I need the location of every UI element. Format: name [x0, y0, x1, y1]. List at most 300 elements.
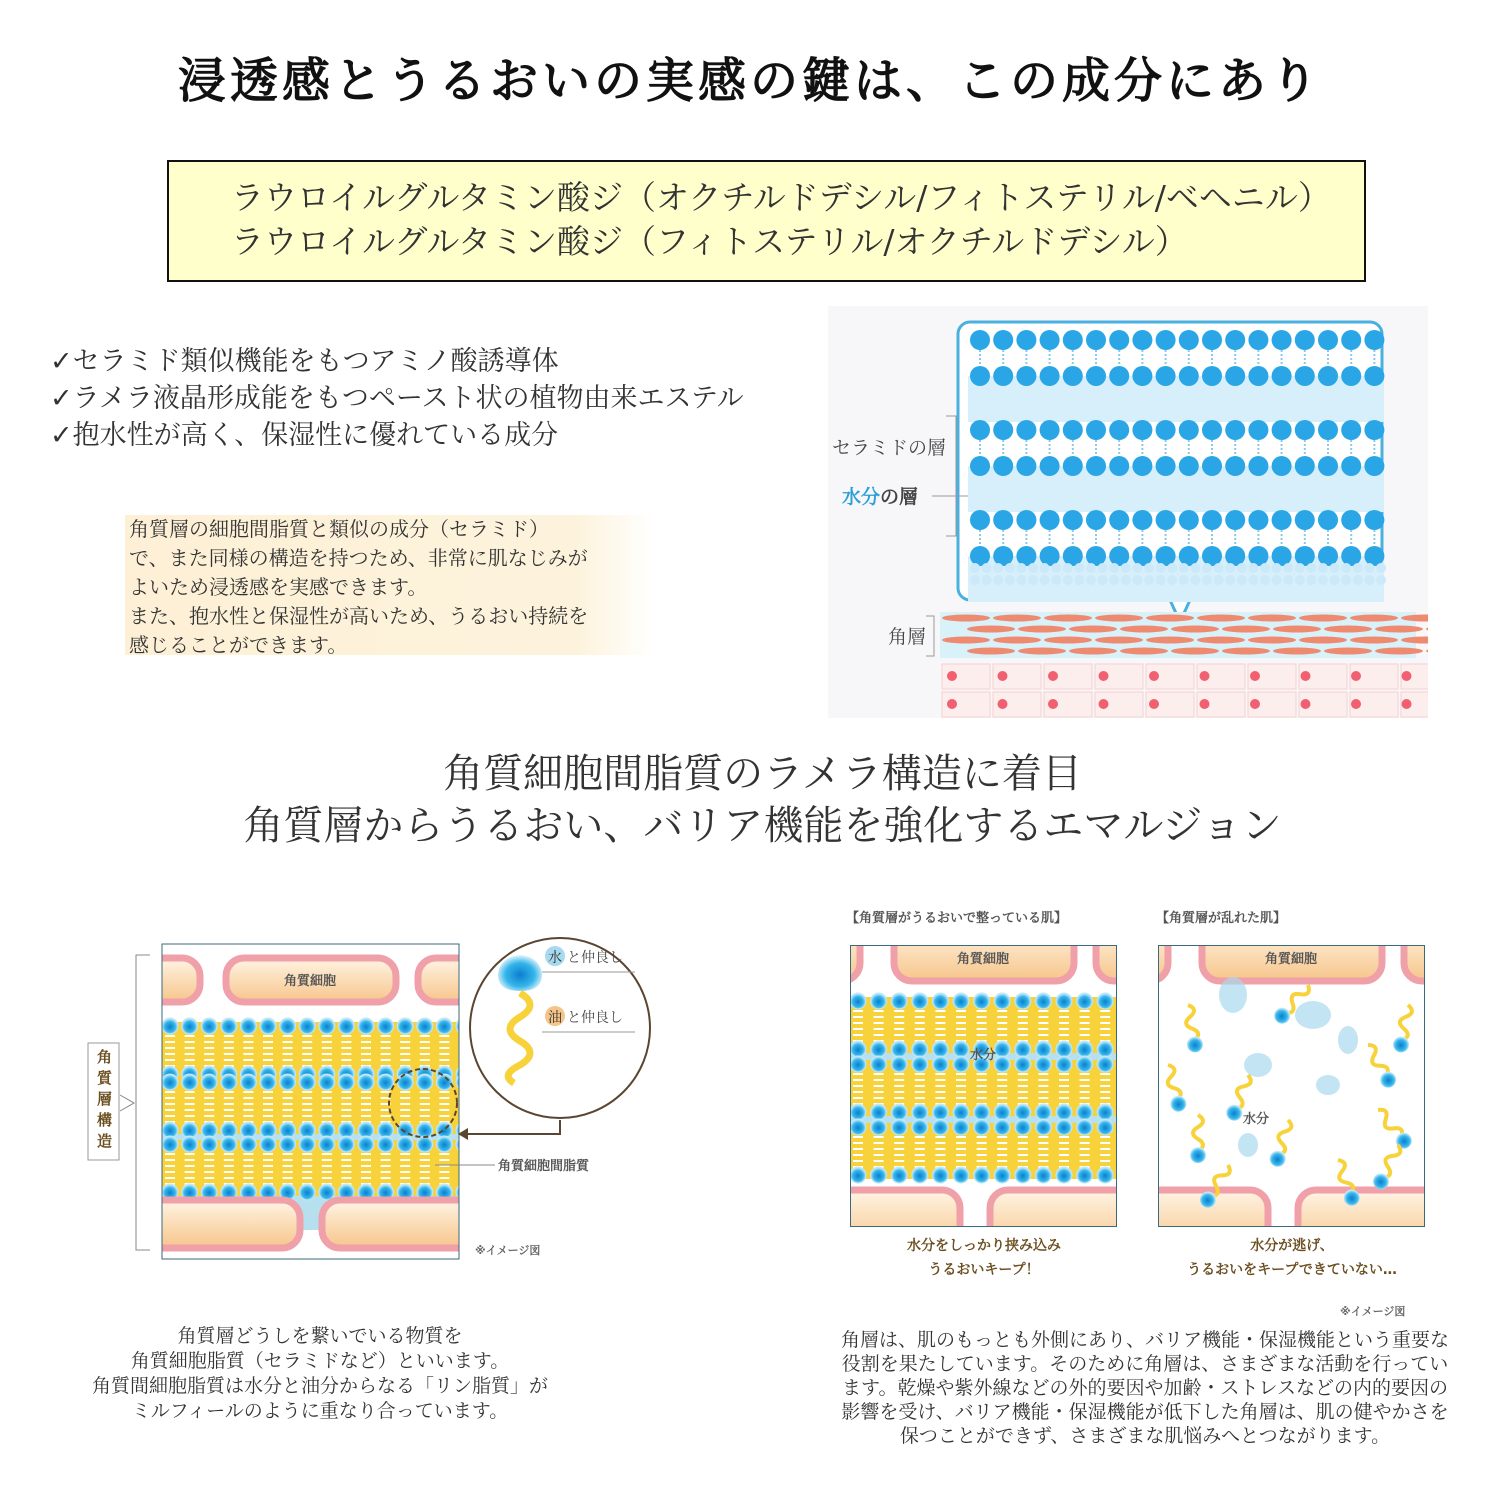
lipid-head: [1035, 1167, 1051, 1183]
ceramide-molecule: [993, 420, 1013, 440]
lipid-head: [891, 1119, 907, 1135]
ceramide-molecule: [1109, 420, 1129, 440]
lipid-head: [1097, 993, 1113, 1009]
lipid-head: [994, 1056, 1010, 1072]
corneocyte: [322, 1200, 482, 1248]
cell-nucleus: [947, 671, 957, 681]
water-friend-accent: 水: [548, 950, 562, 966]
lipid-head: [397, 1136, 413, 1152]
ceramide-molecule: [1179, 366, 1199, 386]
ceramide-molecule: [1225, 420, 1245, 440]
lipid-head: [436, 1074, 452, 1090]
note-line: よいため浸透感を実感できます。: [129, 575, 428, 599]
cell-nucleus: [1099, 699, 1109, 709]
caption-line: 水分が逃げ、: [1250, 1238, 1334, 1254]
ceramide-molecule: [1179, 420, 1199, 440]
ceramide-molecule: [1202, 456, 1222, 476]
lipid-head: [850, 993, 866, 1009]
lipid-head: [358, 1074, 374, 1090]
ceramide-molecule: [1295, 456, 1315, 476]
ceramide-molecule: [1179, 330, 1199, 350]
ceramide-molecule: [1040, 330, 1060, 350]
page-title: 浸透感とうるおいの実感の鍵は、この成分にあり: [177, 53, 1322, 109]
lipid-head: [1015, 1167, 1031, 1183]
lipid-head: [912, 1119, 928, 1135]
lipid-head: [1056, 1104, 1072, 1120]
ceramide-molecule: [1341, 546, 1361, 566]
ingredient-box: [167, 160, 1366, 282]
horny-cell: [1095, 637, 1143, 644]
lipid-head: [912, 1041, 928, 1057]
lipid-head: [1015, 1041, 1031, 1057]
horny-cell: [1299, 615, 1347, 622]
lipid-head: [397, 1018, 413, 1034]
lipid-head: [358, 1018, 374, 1034]
ceramide-molecule: [1016, 420, 1036, 440]
lipid-head: [1097, 1041, 1113, 1057]
ceramide-molecule: [1364, 456, 1384, 476]
ceramide-molecule: [1225, 456, 1245, 476]
ceramide-molecule: [1016, 366, 1036, 386]
lipid-head: [260, 1074, 276, 1090]
ceramide-molecule: [1318, 546, 1338, 566]
ceramide-molecule: [1040, 366, 1060, 386]
ceramide-molecule: [1341, 510, 1361, 530]
ceramide-layer-label: セラミドの層: [832, 437, 947, 459]
water-droplet: [1338, 1026, 1358, 1054]
horny-cell: [1248, 637, 1296, 644]
lipid-head: [994, 1167, 1010, 1183]
lipid-head: [891, 1041, 907, 1057]
lipid-head: [456, 1136, 472, 1152]
caption-line: うるおいキープ！: [928, 1262, 1040, 1278]
lipid-head: [319, 1018, 335, 1034]
horny-cell: [1018, 648, 1066, 655]
ceramide-molecule: [1295, 546, 1315, 566]
ceramide-molecule: [1202, 330, 1222, 350]
lipid-head: [1077, 1056, 1093, 1072]
lipid-head: [994, 993, 1010, 1009]
left-caption: [60, 1324, 580, 1424]
corneocyte: [1096, 945, 1118, 981]
ceramide-molecule: [1156, 330, 1176, 350]
ceramide-molecule: [1179, 456, 1199, 476]
ceramide-molecule: [1016, 510, 1036, 530]
cell-nucleus: [947, 699, 957, 709]
horny-cell: [1146, 615, 1194, 622]
ceramide-molecule: [1248, 510, 1268, 530]
caption-line: 角質間細胞脂質は水分と油分からなる「リン脂質」が: [91, 1375, 548, 1397]
lipid-head: [240, 1136, 256, 1152]
water-droplet: [1219, 977, 1247, 1013]
ceramide-molecule: [993, 366, 1013, 386]
ceramide-molecule: [1016, 546, 1036, 566]
lipid-head: [871, 1041, 887, 1057]
heading-line: 角質層からうるおい、バリア機能を強化するエマルジョン: [243, 803, 1282, 849]
damaged-skin-diagram: [1158, 945, 1426, 1228]
water-label-accent: 水分: [842, 486, 881, 508]
lipid-head: [1035, 1119, 1051, 1135]
lipid-head: [456, 1074, 472, 1090]
ceramide-molecule: [1086, 510, 1106, 530]
cell-nucleus: [1200, 671, 1210, 681]
ceramide-molecule: [1202, 546, 1222, 566]
horny-cell: [1171, 626, 1219, 633]
lipid-head: [974, 1119, 990, 1135]
lipid-head: [891, 1167, 907, 1183]
lipid-head: [871, 1119, 887, 1135]
ceramide-molecule: [1063, 366, 1083, 386]
ceramide-molecule: [1341, 330, 1361, 350]
ceramide-molecule: [1063, 456, 1083, 476]
horny-cell: [1299, 637, 1347, 644]
lipid-head: [974, 1167, 990, 1183]
ceramide-molecule: [1179, 546, 1199, 566]
lipid-head: [182, 1136, 198, 1152]
ceramide-molecule: [1086, 546, 1106, 566]
ceramide-molecule: [1132, 420, 1152, 440]
ceramide-molecule: [1341, 420, 1361, 440]
ceramide-molecule: [1318, 420, 1338, 440]
lipid-head: [932, 1119, 948, 1135]
lipid-head: [912, 1167, 928, 1183]
ceramide-molecule: [993, 456, 1013, 476]
caption-line: 水分をしっかり挟み込み: [907, 1238, 1061, 1254]
horny-cell: [1146, 637, 1194, 644]
lipid-head: [1056, 1119, 1072, 1135]
caption-line: 役割を果たしています。そのために角層は、さまざまな活動を行ってい: [841, 1353, 1449, 1375]
ceramide-molecule: [993, 510, 1013, 530]
ingredient-line: ラウロイルグルタミン酸ジ（オクチルドデシル/フィトステリル/ベヘニル）: [231, 178, 1331, 217]
horny-cell: [1018, 626, 1066, 633]
lipid-head: [1077, 1041, 1093, 1057]
ceramide-molecule: [1364, 546, 1384, 566]
lipid-label: 角質細胞間脂質: [498, 1159, 590, 1174]
lipid-head: [162, 1018, 178, 1034]
lipid-head: [338, 1074, 354, 1090]
cell-nucleus: [1048, 671, 1058, 681]
ceramide-molecule: [1295, 330, 1315, 350]
horny-cell: [1120, 626, 1168, 633]
cell-nucleus: [998, 671, 1008, 681]
cell-label: 角質細胞: [283, 974, 337, 989]
ceramide-molecule: [1156, 456, 1176, 476]
lipid-head: [1056, 1167, 1072, 1183]
lipid-head: [1056, 993, 1072, 1009]
ceramide-molecule: [970, 546, 990, 566]
lipid-head: [397, 1074, 413, 1090]
water-friend-label: と仲良し: [567, 950, 623, 966]
lipid-head: [1097, 1167, 1113, 1183]
ceramide-molecule: [970, 366, 990, 386]
horny-cell: [993, 615, 1041, 622]
lipid-head: [1015, 1119, 1031, 1135]
section-heading: [0, 748, 1500, 852]
ceramide-molecule: [970, 510, 990, 530]
lipid-head: [953, 1167, 969, 1183]
ceramide-molecule: [1202, 510, 1222, 530]
corneocyte: [140, 1200, 300, 1248]
cell-nucleus: [1301, 671, 1311, 681]
ceramide-molecule: [1016, 330, 1036, 350]
lipid-head: [378, 1074, 394, 1090]
ceramide-molecule: [1248, 330, 1268, 350]
ceramide-molecule: [1225, 510, 1245, 530]
ceramide-molecule: [1364, 330, 1384, 350]
lipid-head: [994, 1104, 1010, 1120]
lipid-head: [338, 1136, 354, 1152]
lipid-head: [1035, 1104, 1051, 1120]
ceramide-molecule: [1318, 330, 1338, 350]
ceramide-molecule: [1132, 330, 1152, 350]
ceramide-molecule: [1040, 456, 1060, 476]
cell-nucleus: [1301, 699, 1311, 709]
horny-cell: [1273, 626, 1321, 633]
horny-cell: [1044, 615, 1092, 622]
horny-cell: [942, 615, 990, 622]
note-box: [125, 515, 655, 655]
lipid-head: [850, 1104, 866, 1120]
ceramide-molecule: [970, 420, 990, 440]
ceramide-molecule: [1132, 456, 1152, 476]
water-label: 水分: [969, 1048, 997, 1063]
lipid-head: [162, 1136, 178, 1152]
image-note: ※イメージ図: [475, 1244, 541, 1257]
cell-nucleus: [1048, 699, 1058, 709]
lipid-head: [891, 993, 907, 1009]
ceramide-molecule: [1272, 366, 1292, 386]
corneocyte: [990, 1190, 1118, 1228]
lipid-head: [299, 1018, 315, 1034]
horny-cell: [1171, 648, 1219, 655]
horny-cell: [1222, 648, 1270, 655]
lipid-head: [280, 1018, 296, 1034]
ceramide-molecule: [1295, 510, 1315, 530]
lipid-head: [319, 1074, 335, 1090]
ceramide-molecule: [1364, 510, 1384, 530]
ceramide-molecule: [1248, 456, 1268, 476]
ceramide-molecule: [1248, 366, 1268, 386]
cell-nucleus: [1099, 671, 1109, 681]
lipid-head: [974, 1104, 990, 1120]
lipid-head: [1035, 993, 1051, 1009]
horny-cell: [1324, 648, 1372, 655]
ceramide-layer-diagram: [828, 306, 1428, 718]
lipid-head: [912, 1056, 928, 1072]
lipid-head: [891, 1104, 907, 1120]
ceramide-molecule: [993, 546, 1013, 566]
lipid-head: [912, 993, 928, 1009]
lipid-head: [932, 1041, 948, 1057]
lipid-head: [182, 1074, 198, 1090]
caption-line: 影響を受け、バリア機能・保湿機能が低下した角層は、肌の健やかさを: [841, 1401, 1449, 1423]
ceramide-molecule: [1225, 330, 1245, 350]
lipid-head: [299, 1184, 315, 1200]
caption-line: 保つことができず、さまざまな肌悩みへとつながります。: [899, 1425, 1391, 1447]
lipid-head: [912, 1104, 928, 1120]
lipid-head: [953, 993, 969, 1009]
lipid-head: [1056, 1056, 1072, 1072]
horny-cell: [967, 648, 1015, 655]
ceramide-molecule: [1295, 420, 1315, 440]
lipid-head: [201, 1136, 217, 1152]
lipid-head: [1015, 993, 1031, 1009]
ceramide-molecule: [1318, 456, 1338, 476]
lipid-head: [953, 1041, 969, 1057]
ceramide-molecule: [1040, 510, 1060, 530]
lipid-head: [201, 1018, 217, 1034]
ceramide-molecule: [1156, 546, 1176, 566]
lipid-head: [378, 1018, 394, 1034]
ceramide-molecule: [1156, 420, 1176, 440]
ceramide-molecule: [1109, 546, 1129, 566]
ceramide-molecule: [1063, 420, 1083, 440]
lipid-head: [358, 1136, 374, 1152]
ceramide-molecule: [1109, 330, 1129, 350]
cell-nucleus: [1250, 699, 1260, 709]
lipid-head: [850, 1041, 866, 1057]
stratum-corneum-structure-diagram: [80, 930, 680, 1270]
horny-cell: [967, 626, 1015, 633]
corneocyte: [850, 945, 860, 981]
lipid-head: [953, 1104, 969, 1120]
note-line: で、また同様の構造を持つため、非常に肌なじみが: [129, 546, 588, 570]
cell-nucleus: [1149, 699, 1159, 709]
ceramide-molecule: [1295, 366, 1315, 386]
cell-nucleus: [1351, 671, 1361, 681]
ceramide-molecule: [1341, 366, 1361, 386]
ceramide-molecule: [1364, 366, 1384, 386]
horny-cell: [1120, 648, 1168, 655]
ceramide-molecule: [1086, 366, 1106, 386]
ceramide-molecule: [1341, 456, 1361, 476]
corneocyte: [850, 1190, 960, 1228]
lipid-head: [260, 1018, 276, 1034]
ceramide-molecule: [1272, 330, 1292, 350]
lipid-head: [871, 1056, 887, 1072]
ceramide-molecule: [1318, 366, 1338, 386]
structure-side-label: 角質層構造: [95, 1049, 113, 1154]
caption-line: ます。乾燥や紫外線などの外的要因や加齢・ストレスなどの内的要因の: [842, 1377, 1448, 1399]
caption-line: 角層は、肌のもっとも外側にあり、バリア機能・保湿機能という重要な: [840, 1329, 1449, 1351]
ceramide-molecule: [1040, 420, 1060, 440]
horny-cell: [1222, 626, 1270, 633]
water-droplet: [1295, 1001, 1331, 1029]
horny-cell: [1069, 626, 1117, 633]
svg-text:水分の層: [842, 485, 918, 508]
ceramide-molecule: [1040, 546, 1060, 566]
lipid-head: [201, 1074, 217, 1090]
ceramide-molecule: [1156, 366, 1176, 386]
ceramide-molecule: [1202, 420, 1222, 440]
right-caption: [820, 1328, 1470, 1448]
bad-skin-title: 【角質層が乱れた肌】: [1156, 911, 1287, 926]
lipid-head: [932, 1104, 948, 1120]
lipid-head: [1077, 1167, 1093, 1183]
lipid-head: [974, 993, 990, 1009]
horny-cell: [1069, 648, 1117, 655]
lipid-head: [1035, 1056, 1051, 1072]
note-line: 感じることができます。: [129, 633, 348, 657]
lipid-head: [850, 1119, 866, 1135]
lipid-head: [221, 1018, 237, 1034]
horny-cell: [1350, 637, 1398, 644]
horny-cell: [1095, 615, 1143, 622]
ceramide-molecule: [1248, 420, 1268, 440]
cell-nucleus: [1200, 699, 1210, 709]
lipid-head: [378, 1136, 394, 1152]
lipid-head: [260, 1136, 276, 1152]
ceramide-molecule: [1016, 456, 1036, 476]
ceramide-molecule: [993, 330, 1013, 350]
note-line: 角質層の細胞間脂質と類似の成分（セラミド）: [129, 517, 549, 541]
cell-nucleus: [1351, 699, 1361, 709]
lipid-head: [891, 1056, 907, 1072]
check-item: ✓セラミド類似機能をもつアミノ酸誘導体: [50, 346, 559, 377]
lipid-head: [1077, 1104, 1093, 1120]
corneocyte: [140, 958, 200, 1002]
caption-line: うるおいをキープできていない…: [1187, 1262, 1397, 1278]
horny-cell: [1197, 637, 1245, 644]
lipid-head: [240, 1074, 256, 1090]
lipid-head: [338, 1018, 354, 1034]
lipid-head: [932, 993, 948, 1009]
corneocyte: [1158, 945, 1168, 981]
lipid-head: [1097, 1056, 1113, 1072]
good-skin-title: 【角質層がうるおいで整っている肌】: [846, 911, 1068, 926]
lipid-head: [280, 1136, 296, 1152]
cell-nucleus: [998, 699, 1008, 709]
horny-cell: [1248, 615, 1296, 622]
lipid-head: [932, 1167, 948, 1183]
ceramide-molecule: [1086, 456, 1106, 476]
lipid-head: [1056, 1041, 1072, 1057]
water-droplet: [1244, 1053, 1272, 1077]
lipid-head: [417, 1018, 433, 1034]
horny-cell: [1375, 626, 1423, 633]
lipid-head: [994, 1041, 1010, 1057]
lipid-head: [1015, 1104, 1031, 1120]
cell-nucleus: [1250, 671, 1260, 681]
ceramide-molecule: [1225, 546, 1245, 566]
lipid-head: [221, 1074, 237, 1090]
lipid-head: [871, 1167, 887, 1183]
horny-cell: [1350, 615, 1398, 622]
lipid-head: [319, 1184, 335, 1200]
note-line: また、抱水性と保湿性が高いため、うるおい持続を: [129, 604, 589, 628]
lipid-head: [1035, 1041, 1051, 1057]
lipid-head: [871, 993, 887, 1009]
check-item: ✓ラメラ液晶形成能をもつペースト状の植物由来エステル: [50, 383, 744, 414]
cell-nucleus: [1149, 671, 1159, 681]
lipid-head: [1077, 1119, 1093, 1135]
lipid-head: [436, 1018, 452, 1034]
lipid-head: [417, 1074, 433, 1090]
ceramide-molecule: [1156, 510, 1176, 530]
bad-skin-caption: [1140, 1234, 1444, 1282]
check-item: ✓抱水性が高く、保湿性に優れている成分: [50, 420, 559, 451]
ceramide-molecule: [1179, 510, 1199, 530]
good-skin-diagram: [850, 945, 1118, 1228]
ceramide-molecule: [1225, 366, 1245, 386]
ceramide-molecule: [1063, 510, 1083, 530]
ceramide-molecule: [1272, 456, 1292, 476]
ceramide-molecule: [1272, 420, 1292, 440]
ingredient-line: ラウロイルグルタミン酸ジ（フィトステリル/オクチルドデシル）: [231, 222, 1188, 261]
lipid-head: [162, 1074, 178, 1090]
lipid-head: [1015, 1056, 1031, 1072]
caption-line: 角質細胞脂質（セラミドなど）といいます。: [130, 1350, 510, 1372]
